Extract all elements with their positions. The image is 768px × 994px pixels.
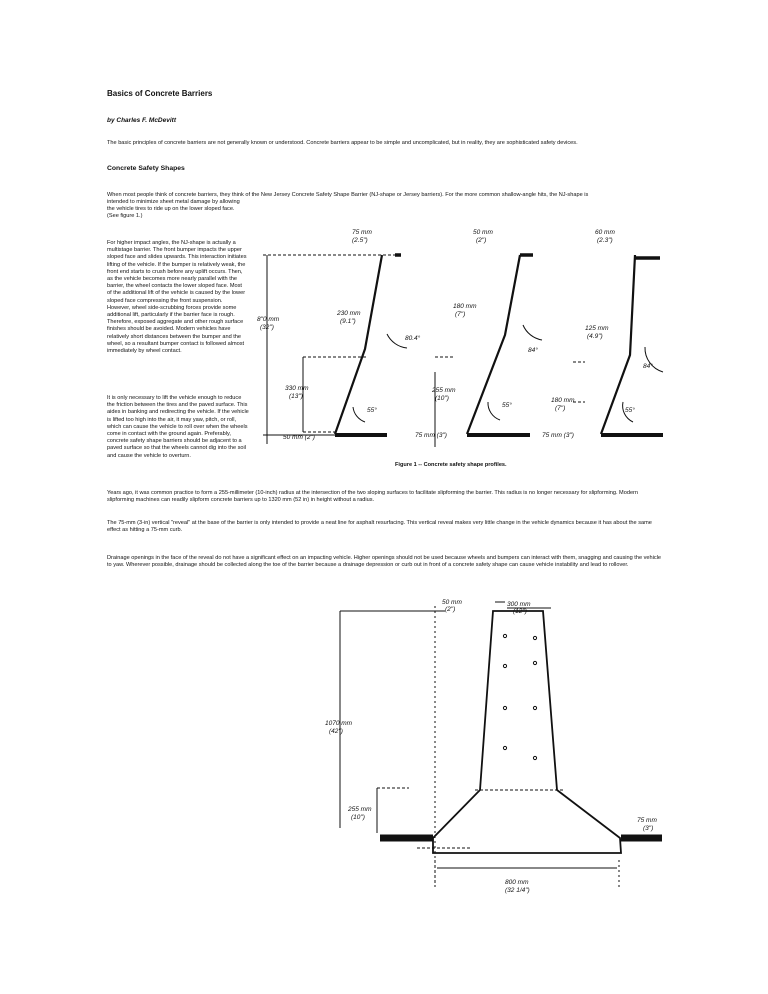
p1-lower-in: (13") [289,393,303,400]
author-byline: by Charles F. McDevitt [107,117,176,124]
fig2-break-mm: 255 mm [348,806,372,813]
fig2-reveal-mm: 75 mm [637,817,657,824]
fig2-top-left-in: (2") [445,606,456,613]
fig2-top-width-in: (12") [513,608,527,615]
p1-upper-mm: 230 mm [337,310,361,317]
p3-upper-mm: 125 mm [585,325,609,332]
fig2-height-in: (42") [329,728,343,735]
p2-barrier-face [467,255,520,434]
section-heading: Concrete Safety Shapes [107,165,185,172]
fig2-base-in: (32 1/4") [505,887,530,894]
p1-lower-mm: 330 mm [285,385,309,392]
p2-angle-lower: 55° [502,402,512,409]
p1-top-mm: 75 mm [352,229,372,236]
fig2-height-mm: 1070 mm [325,720,353,727]
p2-upper-in: (7") [455,311,466,318]
fig2-reveal-in: (3") [643,825,654,832]
p1-upper-in: (9.1") [340,318,356,325]
p3-lower-in: (7") [555,405,566,412]
barrier-outline [433,611,621,853]
p1-top-in: (2.5") [352,237,368,244]
p3-lower-mm: 180 mm [551,397,575,404]
p2-top-mm: 50 mm [473,229,493,236]
fig2-break-in: (10") [351,814,365,821]
fig2-top-left-mm: 50 mm [442,599,462,606]
figure-1-caption: Figure 1 -- Concrete safety shape profiles. [395,462,507,468]
paragraph-5: The 75-mm (3-in) vertical "reveal" at the base of the barrier is only intended to provide a neat line for asphalt resurfacing. This vertical reveal makes very little change in the vehicle dynamics because it has about the same effect as hitting a 75-mm curb. [107,520,652,534]
p3-upper-in: (4.9") [587,333,603,340]
document-title: Basics of Concrete Barriers [107,89,213,98]
p1-base: 50 mm (2") [283,434,315,441]
fig2-top-width-mm: 300 mm [507,601,531,608]
paragraph-1-rest: intended to minimize sheet metal damage by allowing the vehicle tires to ride up on the lower sloped face. (See figure 1.) [107,199,240,220]
fig2-base-mm: 800 mm [505,879,529,886]
p3-top-mm: 60 mm [595,229,615,236]
paragraph-1-line-1: When most people think of concrete barriers, they think of the New Jersey Concrete Safety Shape Barrier (NJ-shape or Jersey barriers). For the more common shallow-angle hits, the NJ-shape is [107,192,589,198]
p2-upper-mm: 180 mm [453,303,477,310]
p2-top-in: (2") [476,237,487,244]
intro-paragraph: The basic principles of concrete barriers are not generally known or understood. Concrete barriers appear to be simple and uncomplicated, but in reality, they are sophisticated safety devices. [107,140,578,146]
p1-angle-upper: 80.4° [405,335,421,342]
figure-2-barrier-cross-section [325,598,665,898]
p2-angle-upper: 84° [528,347,538,354]
paragraph-2: For higher impact angles, the NJ-shape is actually a multistage barrier. The front bumper impacts the upper sloped face and slides upwards. This interaction initiates lifting of the vehicle. If the bumper is relatively weak, the front end starts to crush before any uplift occurs. Then, as the vehicle becomes more nearly parallel with the barrier, the wheel contacts the lower sloped face. Most of the additional lift of the vehicle is caused by the lower sloped face compressing the front suspension. However, wheel side-scrubbing forces provide some additional lift, particularly if the barrier face is rough. Therefore, exposed aggregate and other rough surface finishes should be avoided. Modern vehicles have relatively short distances between the bumper and the wheel, so a resultant bumper contact is followed almost immediately by wheel contact. [107,240,247,355]
p2-lower-in: (10") [435,395,449,402]
p2-lower-mm: 255 mm [432,387,456,394]
paragraph-4: Years ago, it was common practice to form a 255-millimeter (10-inch) radius at the intersection of the two sloping surfaces to facilitate slipforming the barrier. This radius is no longer necessary for slipforming. Modern slipforming machines can readily slipform concrete barriers up to 1320 mm (52 in) in height without a radius. [107,490,639,504]
p1-height-in: (32") [260,324,274,331]
p3-top-in: (2.3") [597,237,613,244]
paragraph-3: It is only necessary to lift the vehicle enough to reduce the friction between the tires and the paved surface. This aides in banking and redirecting the vehicle. If the vehicle is lifted too high into the air, it may yaw, pitch, or roll, which can cause the vehicle to roll over when the wheels come in contact with the ground again. Preferably, concrete safety shape barriers should be adjacent to a paved surface so that the wheels cannot dig into the soil and cause the vehicle to overturn. [107,395,249,459]
p1-height-ft: 8"0 mm [257,316,280,323]
p2-base: 75 mm (3") [415,432,447,439]
p1-angle-lower: 55° [367,407,377,414]
p3-base: 75 mm (3") [542,432,574,439]
p3-angle-upper: 84° [643,363,653,370]
paragraph-6: Drainage openings in the face of the reveal do not have a significant effect on an impacting vehicle. Higher openings should not be used because wheels and bumpers can interact with them, snagging and causing the vehicle to yaw. Wherever possible, drainage should be collected along the toe of the barrier because a drainage depression or curb out in front of a concrete safety shape can cause vehicle instability and lead to rollover. [107,555,662,569]
p3-angle-lower: 55° [625,407,635,414]
figure-1-safety-shape-profiles [255,222,665,462]
